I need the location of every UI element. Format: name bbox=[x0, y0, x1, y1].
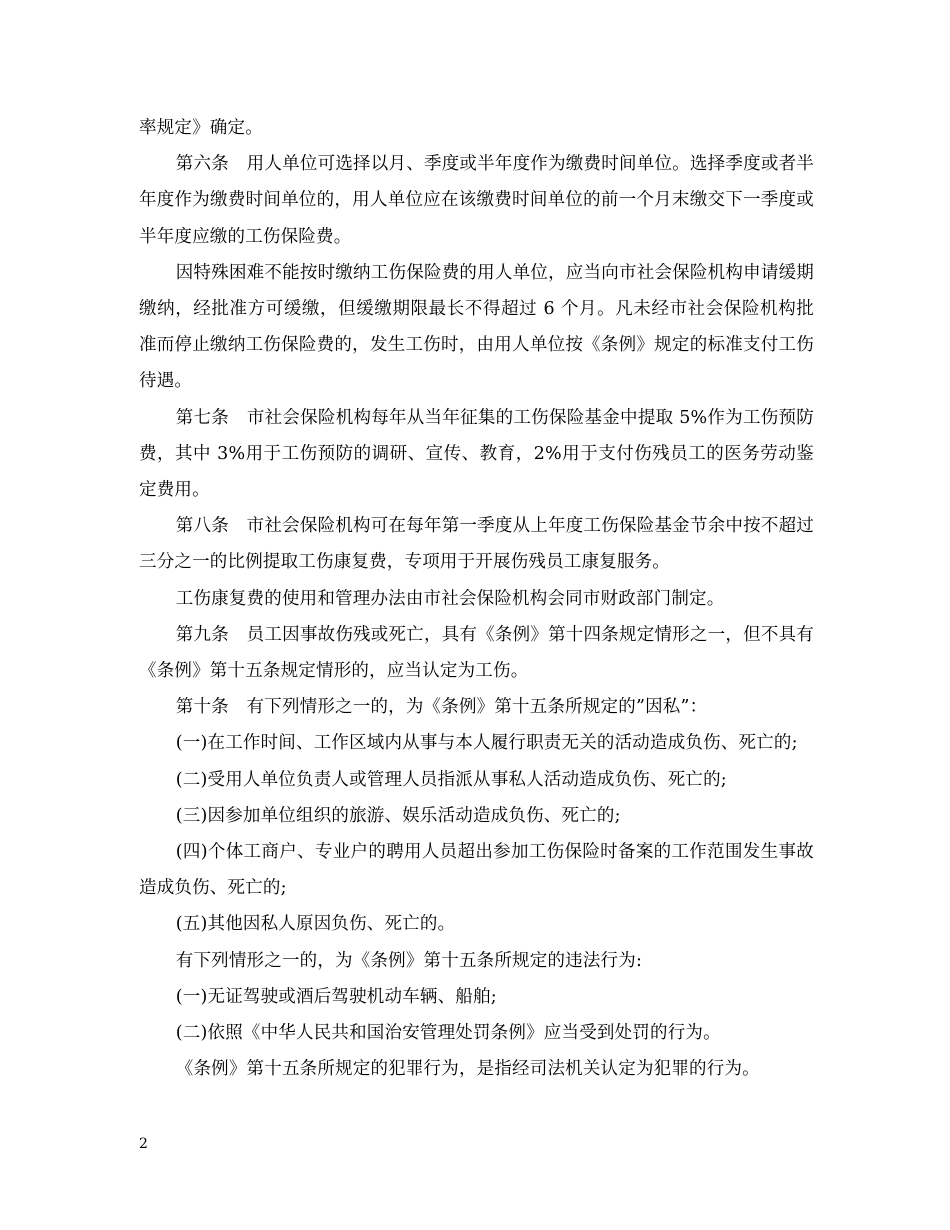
paragraph: 《条例》第十五条所规定的犯罪行为，是指经司法机关认定为犯罪的行为。 bbox=[175, 1059, 760, 1080]
list-item: (五)其他因私人原因负伤、死亡的。 bbox=[175, 914, 456, 935]
paragraph: 第六条 用人单位可选择以月、季度或半年度作为缴费时间单位。选择季度或者半年度作为缴费时间单位的，用人单位应在该缴费时间单位的前一个月末缴交下一季度或半年度应缴的工伤保险费。 bbox=[139, 154, 814, 247]
paragraph: 工伤康复费的使用和管理办法由市社会保险机构会同市财政部门制定。 bbox=[175, 588, 725, 609]
list-item: (四)个体工商户、专业户的聘用人员超出参加工伤保险时备案的工作范围发生事故造成负伤、死亡的; bbox=[139, 842, 814, 899]
page-number: 2 bbox=[139, 1136, 148, 1152]
paragraph: 第九条 员工因事故伤残或死亡，具有《条例》第十四条规定情形之一，但不具有《条例》第十五条规定情形的，应当认定为工伤。 bbox=[139, 624, 814, 682]
list-item: (二)受用人单位负责人或管理人员指派从事私人活动造成负伤、死亡的; bbox=[175, 769, 727, 790]
paragraph: 率规定》确定。 bbox=[139, 118, 263, 138]
list-item: (一)无证驾驶或酒后驾驶机动车辆、船舶; bbox=[175, 986, 497, 1007]
list-item: (二)依照《中华人民共和国治安管理处罚条例》应当受到处罚的行为。 bbox=[175, 1023, 721, 1044]
document-body bbox=[139, 110, 814, 1087]
paragraph: 第八条 市社会保险机构可在每年第一季度从上年度工伤保险基金节余中按不超过三分之一的比例提取工伤康复费，专项用于开展伤残员工康复服务。 bbox=[139, 516, 814, 573]
paragraph: 因特殊困难不能按时缴纳工伤保险费的用人单位，应当向市社会保险机构申请缓期缴纳，经批准方可缓缴，但缓缴期限最长不得超过 6 个月。凡未经市社会保险机构批准而停止缴纳工伤保险费的，发生工伤时，由用人单位按《条例》规定的标准支付工伤待遇。 bbox=[139, 262, 814, 392]
paragraph: 第七条 市社会保险机构每年从当年征集的工伤保险基金中提取 5%作为工伤预防费，其中 3%用于工伤预防的调研、宣传、教育，2%用于支付伤残员工的医务劳动鉴定费用。 bbox=[139, 407, 814, 501]
paragraph: 第十条 有下列情形之一的，为《条例》第十五条所规定的”因私”： bbox=[175, 697, 708, 718]
list-item: (一)在工作时间、工作区域内从事与本人履行职责无关的活动造成负伤、死亡的; bbox=[175, 733, 798, 754]
list-item: (三)因参加单位组织的旅游、娱乐活动造成负伤、死亡的; bbox=[175, 805, 621, 826]
paragraph: 有下列情形之一的，为《条例》第十五条所规定的违法行为: bbox=[175, 950, 643, 971]
